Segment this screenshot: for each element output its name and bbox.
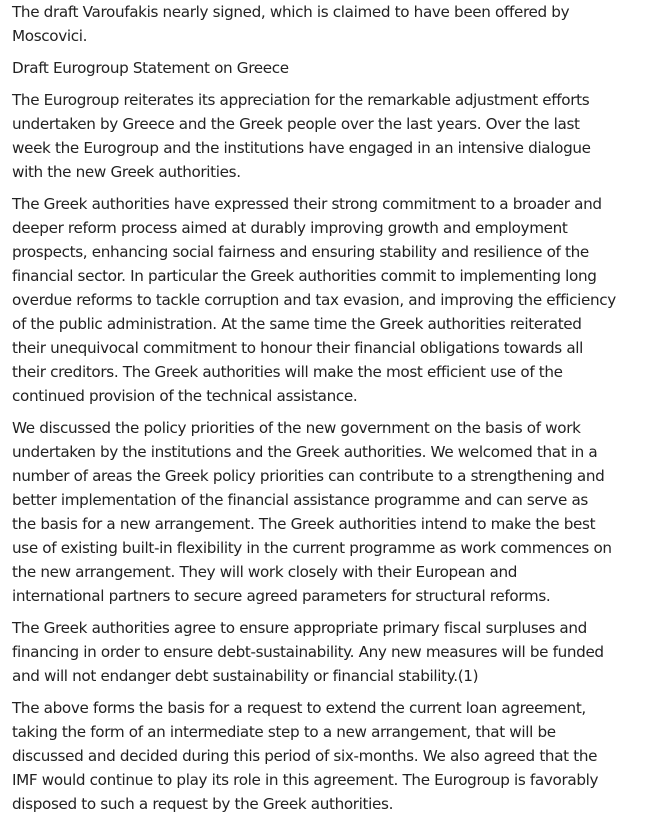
text-line: continued provision of the technical assistance. — [12, 387, 358, 405]
text-line: The draft Varoufakis nearly signed, which is claimed to have been offered by — [12, 3, 570, 21]
text-line: of the public administration. At the same time the Greek authorities reiterated — [12, 315, 582, 333]
text-line: use of existing built-in flexibility in the current programme as work commences on — [12, 539, 612, 557]
text-line: the new arrangement. They will work closely with their European and — [12, 563, 518, 581]
text-line: undertaken by the institutions and the Greek authorities. We welcomed that in a — [12, 443, 598, 461]
paragraph-fiscal-surpluses — [12, 616, 660, 688]
text-line: their unequivocal commitment to honour their financial obligations towards all — [12, 339, 584, 357]
text-line: discussed and decided during this period of six-months. We also agreed that the — [12, 747, 598, 765]
paragraph-loan-extension — [12, 696, 660, 816]
text-line: Moscovici. — [12, 27, 88, 45]
text-line: the basis for a new arrangement. The Greek authorities intend to make the best — [12, 515, 596, 533]
text-line: with the new Greek authorities. — [12, 163, 241, 181]
intro-note — [12, 0, 660, 48]
text-line: financing in order to ensure debt-sustainability. Any new measures will be funded — [12, 643, 604, 661]
text-line: prospects, enhancing social fairness and ensuring stability and resilience of the — [12, 243, 589, 261]
text-line: undertaken by Greece and the Greek people over the last years. Over the last — [12, 115, 580, 133]
text-line: The above forms the basis for a request to extend the current loan agreement, — [12, 699, 586, 717]
text-line: The Eurogroup reiterates its appreciation for the remarkable adjustment efforts — [12, 91, 590, 109]
text-line: IMF would continue to play its role in this agreement. The Eurogroup is favorably — [12, 771, 599, 789]
text-line: international partners to secure agreed parameters for structural reforms. — [12, 587, 551, 605]
text-line: deeper reform process aimed at durably improving growth and employment — [12, 219, 568, 237]
text-line: overdue reforms to tackle corruption and tax evasion, and improving the efficiency — [12, 291, 616, 309]
text-line: The Greek authorities have expressed their strong commitment to a broader and — [12, 195, 602, 213]
text-line: The Greek authorities agree to ensure appropriate primary fiscal surpluses and — [12, 619, 587, 637]
paragraph-appreciation — [12, 88, 660, 184]
text-line: We discussed the policy priorities of the new government on the basis of work — [12, 419, 581, 437]
text-line: and will not endanger debt sustainability or financial stability.(1) — [12, 667, 479, 685]
paragraph-policy-priorities — [12, 416, 660, 608]
text-line: Draft Eurogroup Statement on Greece — [12, 59, 289, 77]
statement-title — [12, 56, 660, 80]
text-line: disposed to such a request by the Greek authorities. — [12, 795, 394, 813]
paragraph-reform-commitment — [12, 192, 660, 408]
text-line: better implementation of the financial assistance programme and can serve as — [12, 491, 588, 509]
text-line: number of areas the Greek policy priorities can contribute to a strengthening and — [12, 467, 605, 485]
text-line: taking the form of an intermediate step to a new arrangement, that will be — [12, 723, 556, 741]
text-line: financial sector. In particular the Greek authorities commit to implementing long — [12, 267, 597, 285]
text-line: their creditors. The Greek authorities will make the most efficient use of the — [12, 363, 563, 381]
text-line: week the Eurogroup and the institutions have engaged in an intensive dialogue — [12, 139, 591, 157]
